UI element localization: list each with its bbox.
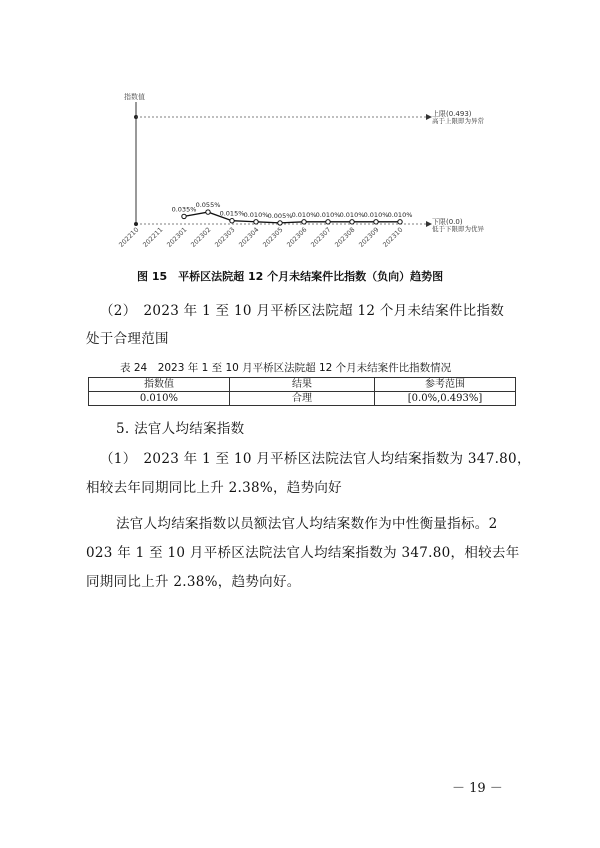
- x-tick-label: 202302: [189, 225, 213, 249]
- x-tick-label: 202303: [213, 225, 237, 249]
- header-index-value: 指数值: [89, 378, 230, 392]
- figure-caption: 图 15 平桥区法院超 12 个月未结案件比指数（负向）趋势图: [137, 270, 444, 283]
- index-table: [88, 377, 516, 406]
- paragraph-2-line-1: （1） 2023 年 1 至 10 月平桥区法院法官人均结案指数为 347.80，: [100, 451, 531, 467]
- table-row: [89, 392, 516, 406]
- data-point: [278, 221, 282, 225]
- data-point: [374, 220, 378, 224]
- data-point: [182, 214, 186, 218]
- data-label: 0.010%: [387, 210, 413, 219]
- cell-index-value: 0.010%: [89, 392, 230, 406]
- cell-result: 合理: [229, 392, 374, 406]
- data-label: 0.010%: [339, 210, 365, 219]
- x-tick-label: 202310: [381, 225, 405, 249]
- paragraph-1-line-2: 处于合理范围: [86, 331, 169, 347]
- lower-limit-note: 低于下限即为优异: [432, 225, 484, 233]
- chart-marks: [117, 201, 412, 249]
- x-tick-label: 202308: [333, 225, 357, 249]
- x-tick-label: 202301: [165, 225, 189, 249]
- paragraph-3-line-1: 法官人均结案指数以员额法官人均结案数作为中性衡量指标。2: [116, 516, 498, 532]
- lower-limit-label: 下限(0.0): [432, 218, 463, 226]
- paragraph-3-line-3: 同期同比上升 2.38%，趋势向好。: [86, 574, 301, 590]
- header-reference-range: 参考范围: [375, 378, 516, 392]
- paragraph-2-line-2: 相较去年同期同比上升 2.38%，趋势向好: [86, 480, 342, 496]
- table-caption: 表 24 2023 年 1 至 10 月平桥区法院超 12 个月未结案件比指数情况: [120, 362, 452, 374]
- section-title: 5. 法官人均结案指数: [116, 421, 245, 437]
- x-tick-label: 202304: [237, 225, 261, 249]
- x-tick-label: 202309: [357, 225, 381, 249]
- data-label: 0.010%: [291, 210, 317, 219]
- x-tick-label: 202211: [141, 225, 165, 249]
- paragraph-1-line-1: （2） 2023 年 1 至 10 月平桥区法院超 12 个月未结案件比指数: [100, 303, 505, 319]
- data-point: [254, 220, 258, 224]
- data-label: 0.035%: [171, 205, 197, 214]
- data-label: 0.010%: [243, 210, 269, 219]
- upper-limit-note: 高于上限即为异常: [432, 117, 484, 125]
- data-label: 0.005%: [267, 211, 293, 220]
- upper-limit-label: 上限(0.493): [432, 110, 472, 118]
- x-tick-label: 202306: [285, 225, 309, 249]
- data-label: 0.010%: [315, 210, 341, 219]
- data-point: [230, 219, 234, 223]
- data-point: [350, 220, 354, 224]
- data-point: [398, 220, 402, 224]
- x-tick-label: 202307: [309, 225, 333, 249]
- data-point: [206, 210, 210, 214]
- x-tick-label: 202210: [117, 225, 141, 249]
- cell-reference-range: [0.0%,0.493%]: [375, 392, 516, 406]
- page-number: － 19 －: [452, 781, 503, 796]
- data-point: [326, 220, 330, 224]
- data-label: 0.055%: [195, 201, 221, 210]
- data-label: 0.015%: [219, 209, 245, 218]
- y-axis-label: 指数值: [124, 93, 145, 101]
- x-tick-label: 202305: [261, 225, 285, 249]
- data-label: 0.010%: [363, 210, 389, 219]
- trend-chart: [110, 90, 510, 260]
- paragraph-3-line-2: 023 年 1 至 10 月平桥区法院法官人均结案指数为 347.80，相较去年: [86, 545, 520, 561]
- x-axis-origin-dot: [134, 222, 138, 226]
- table-header-row: [89, 378, 516, 392]
- header-result: 结果: [229, 378, 374, 392]
- data-point: [302, 220, 306, 224]
